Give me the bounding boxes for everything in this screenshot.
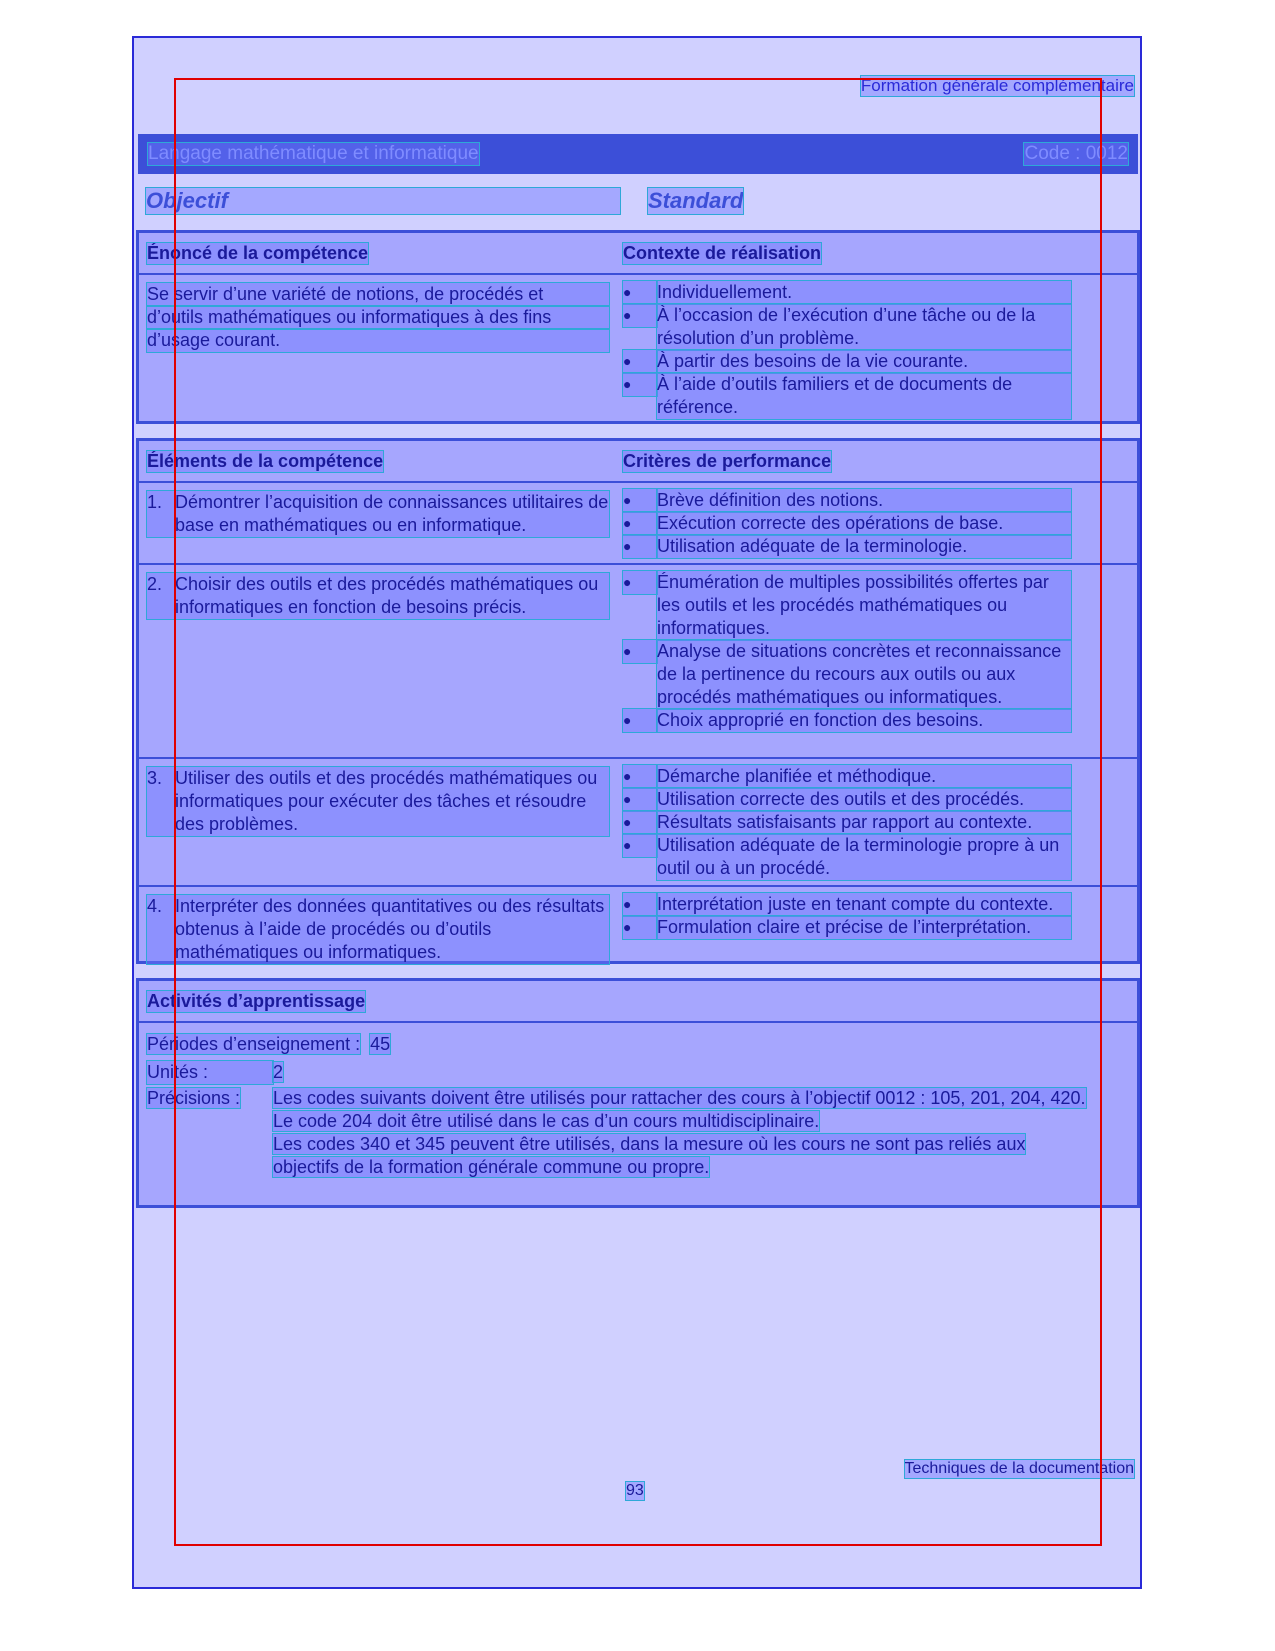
list-item: ● Analyse de situations concrètes et reconnaissance de la pertinence du recours aux outils ou aux procédés mathématiques ou informatiques. [623,640,1071,709]
list-item: ● Résultats satisfaisants par rapport au contexte. [623,811,1071,834]
list-item: ● À l’aide d’outils familiers et de documents de référence. [623,373,1071,419]
program-footer: Techniques de la documentation [904,1460,1134,1477]
periodes-line: Périodes d’enseignement : 45 [147,1034,391,1054]
course-code: Code : 0012 [1024,143,1128,164]
list-item: ● Exécution correcte des opérations de base. [623,512,1071,535]
list-item: ● Choix approprié en fonction des besoins. [623,709,1071,732]
elements-heading: Éléments de la compétence [147,451,384,471]
table-row: 1. Démontrer l’acquisition de connaissances utilitaires de base en mathématiques ou en informatique. ● Brève définition des notions. ● Exécution correcte des opérations de base. ● Utilisation adéquate de la terminologie. [139,483,1137,565]
precisions-text: Les codes suivants doivent être utilisés pour rattacher des cours à l’objectif 0012 : 105, 201, 204, 420. Le code 204 doit être utilisé dans le cas d’un cours multidisciplinaire. Les codes 340 et 345 peuvent être utilisés, dans la mesure où les cours ne sont pas reliés aux objectifs de la formation générale commune ou propre. [273,1088,1086,1177]
competence-box [136,230,1140,424]
precisions-label: Précisions : [147,1088,241,1108]
table-row: 4. Interpréter des données quantitatives ou des résultats obtenus à l’aide de procédés ou d’outils mathématiques ou informatiques. ● Interprétation juste en tenant compte du contexte. ● Formulation claire et précise de l’interprétation. [139,887,1137,965]
list-item: ● Énumération de multiples possibilités offertes par les outils et les procédés mathématiques ou informatiques. [623,571,1071,640]
standard-heading: Standard [648,188,744,213]
list-item: ● Démarche planifiée et méthodique. [623,765,1071,788]
objectif-heading: Objectif [146,188,620,214]
document-page [132,36,1142,1589]
activites-box [136,978,1140,1208]
list-item: ● Utilisation adéquate de la terminologie propre à un outil ou à un procédé. [623,834,1071,880]
contexte-list [623,281,1071,419]
list-item: ● À partir des besoins de la vie courante. [623,350,1071,373]
elements-box [136,438,1140,964]
list-item: ● Utilisation adéquate de la terminologie. [623,535,1071,558]
enonce-heading: Énoncé de la compétence [147,243,369,263]
table-row: 2. Choisir des outils et des procédés mathématiques ou informatiques en fonction de besoins précis. ● Énumération de multiples possibilités offertes par les outils et les procédés mathématiques ou informatiques. ● Analyse de situations concrètes et reconnaissance de la pertinence du recours aux outils ou aux procédés mathématiques ou informatiques. ● Choix approprié en fonction des besoins. [139,565,1137,759]
list-item: ● Formulation claire et précise de l’interprétation. [623,916,1071,939]
course-title: Langage mathématique et informatique [148,143,479,164]
course-title-bar [138,134,1138,174]
list-item: ● Brève définition des notions. [623,489,1071,512]
running-header: Formation générale complémentaire [860,76,1134,95]
page-number: 93 [626,1482,644,1499]
enonce-text: Se servir d’une variété de notions, de procédés et d’outils mathématiques ou informatiques à des fins d’usage courant. [147,283,609,352]
table-row: 3. Utiliser des outils et des procédés mathématiques ou informatiques pour exécuter des tâches et résoudre des problèmes. ● Démarche planifiée et méthodique. ● Utilisation correcte des outils et des procédés. ● Résultats satisfaisants par rapport au contexte. ● Utilisation adéquate de la terminologie propre à un outil ou à un procédé. [139,759,1137,887]
activites-heading: Activités d’apprentissage [147,991,366,1011]
list-item: ● Utilisation correcte des outils et des procédés. [623,788,1071,811]
list-item: ● À l’occasion de l’exécution d’une tâche ou de la résolution d’un problème. [623,304,1071,350]
criteres-heading: Critères de performance [623,451,832,471]
unites-line: Unités : 2 [147,1062,284,1082]
list-item: ● Individuellement. [623,281,1071,304]
contexte-heading: Contexte de réalisation [623,243,822,263]
objectif-standard-row [146,188,1126,216]
list-item: ● Interprétation juste en tenant compte du contexte. [623,893,1071,916]
